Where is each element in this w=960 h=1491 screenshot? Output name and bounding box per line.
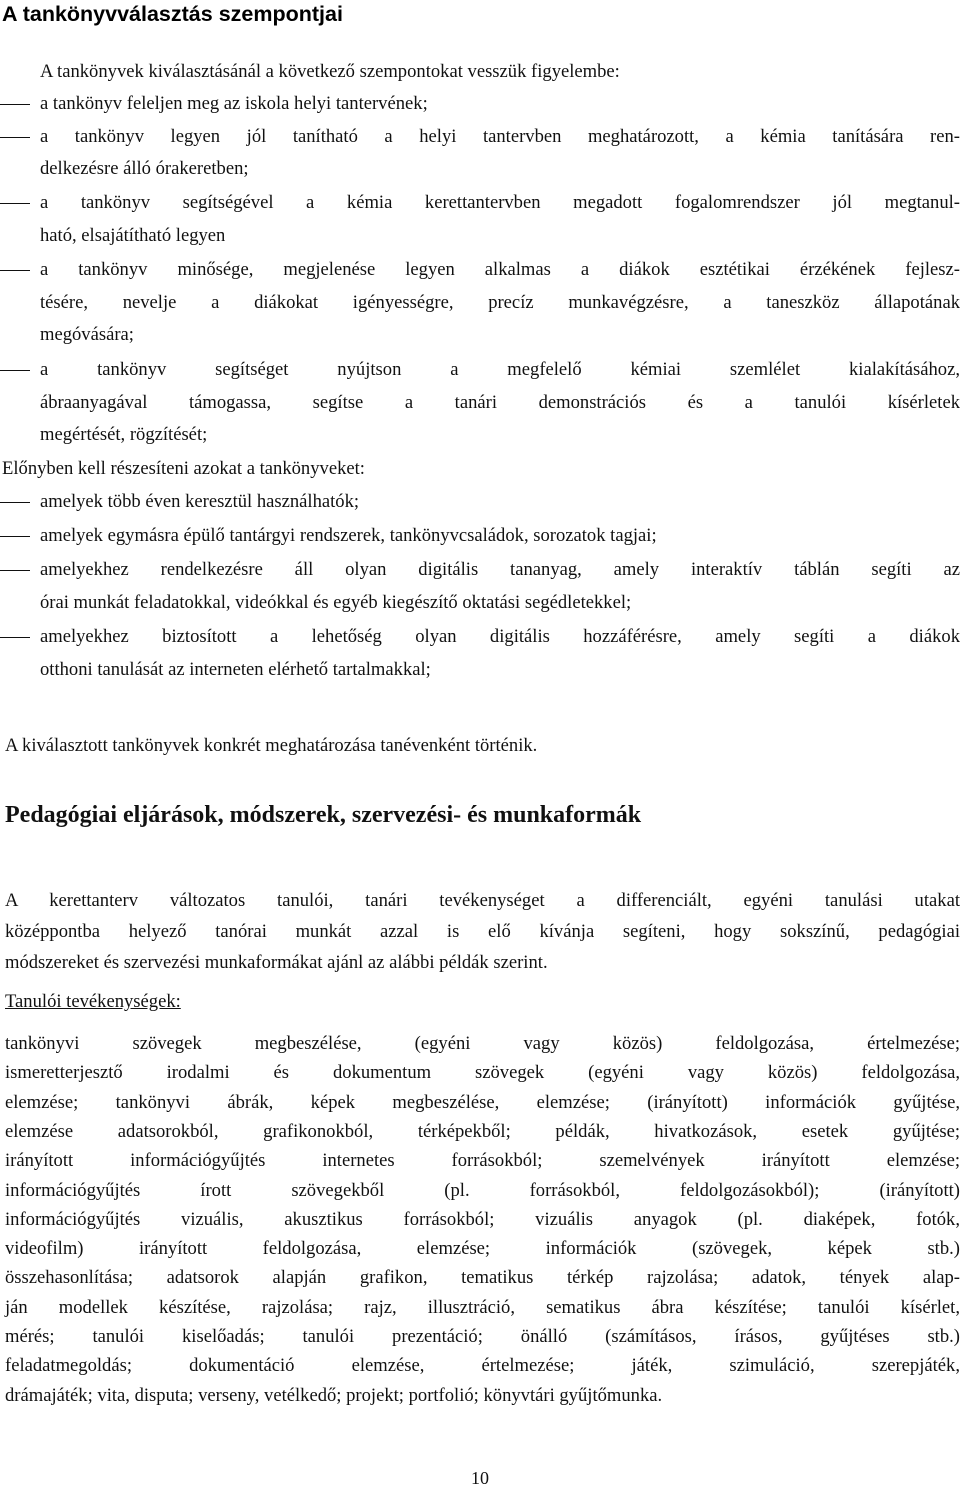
list-item-continuation: megértését, rögzítését; bbox=[40, 424, 208, 445]
paragraph-line: módszereket és szervezési munkaformákat ajánl az alábbi példák szerint. bbox=[5, 952, 548, 973]
list-item-text: a tankönyv segítséget nyújtson a megfelelő kémiai szemlélet kialakításához, bbox=[40, 359, 960, 380]
activities-line: ján modellek készítése, rajzolása; rajz, illusztráció, sematikus ábra készítése; tanulói kísérlet, bbox=[5, 1296, 960, 1318]
list-item-continuation: megóvására; bbox=[40, 324, 134, 345]
paragraph-line: középpontba helyező tanórai munkát azzal is elő kívánja segíteni, hogy sokszínű, pedagógiai bbox=[5, 921, 960, 942]
activities-line: elemzése; tankönyvi ábrák, képek megbeszélése, elemzése; (irányított) információk gyűjtése, bbox=[5, 1091, 960, 1113]
dash-bullet-icon bbox=[0, 637, 30, 638]
dash-bullet-icon bbox=[0, 536, 30, 537]
list-item-continuation: otthoni tanulását az interneten elérhető tartalmakkal; bbox=[40, 659, 431, 680]
list-item-continuation: ható, elsajátítható legyen bbox=[40, 225, 226, 246]
list-item-text: amelyekhez biztosított a lehetőség olyan digitális hozzáférésre, amely segíti a diákok bbox=[40, 626, 960, 647]
activities-line: információgyűjtés írott szövegekből (pl. forrásokból, feldolgozásokból); (irányított) bbox=[5, 1179, 960, 1201]
dash-bullet-icon bbox=[0, 502, 30, 503]
activities-line: mérés; tanulói kiselőadás; tanulói prezentáció; önálló (számításos, írásos, gyűjtéses stb.) bbox=[5, 1326, 960, 1347]
list-item-text: amelyek egymásra épülő tantárgyi rendszerek, tankönyvcsaládok, sorozatok tagjai; bbox=[40, 525, 657, 546]
list-item-text: amelyekhez rendelkezésre áll olyan digitális tananyag, amely interaktív táblán segíti az bbox=[40, 559, 960, 580]
list-item-text: amelyek több éven keresztül használhatók; bbox=[40, 491, 360, 512]
activities-heading: Tanulói tevékenységek: bbox=[5, 991, 181, 1012]
dash-bullet-icon bbox=[0, 203, 30, 204]
dash-bullet-icon bbox=[0, 370, 30, 371]
preference-intro: Előnyben kell részesíteni azokat a tankönyveket: bbox=[2, 458, 365, 479]
activities-line: irányított információgyűjtés internetes forrásokból; szemelvények irányított elemzése; bbox=[5, 1150, 960, 1172]
list-item-continuation: órai munkát feladatokkal, videókkal és egyéb kiegészítő oktatási segédletekkel; bbox=[40, 592, 632, 613]
activities-line: összehasonlítása; adatsorok alapján grafikon, tematikus térkép rajzolása; adatok, tények alap- bbox=[5, 1267, 960, 1289]
list-item-continuation: ábraanyagával támogassa, segítse a tanári demonstrációs és a tanulói kísérletek bbox=[40, 392, 960, 413]
list-item-text: a tankönyv segítségével a kémia kerettantervben megadott fogalomrendszer jól megtanul- bbox=[40, 192, 960, 213]
activities-line: tankönyvi szövegek megbeszélése, (egyéni vagy közös) feldolgozása, értelmezése; bbox=[5, 1033, 960, 1054]
section-title-pedagogical-methods: Pedagógiai eljárások, módszerek, szervezési- és munkaformák bbox=[5, 802, 642, 828]
dash-bullet-icon bbox=[0, 137, 30, 138]
paragraph-line: A kerettanterv változatos tanulói, tanári tevékenységet a differenciált, egyéni tanulási utakat bbox=[5, 890, 960, 911]
activities-line: videofilm) irányított feldolgozása, elemzése; információk (szövegek, képek stb.) bbox=[5, 1238, 960, 1260]
dash-bullet-icon bbox=[0, 270, 30, 271]
dash-bullet-icon bbox=[0, 570, 30, 571]
list-item-text: a tankönyv feleljen meg az iskola helyi tantervének; bbox=[40, 93, 428, 114]
page-number: 10 bbox=[471, 1468, 489, 1488]
activities-line: drámajáték; vita, disputa; verseny, vetélkedő; projekt; portfolió; könyvtári gyűjtőmunka. bbox=[5, 1384, 663, 1406]
list-item-continuation: tésére, nevelje a diákokat igényességre, precíz munkavégzésre, a taneszköz állapotának bbox=[40, 292, 960, 313]
list-item-continuation: delkezésre álló órakeretben; bbox=[40, 158, 249, 179]
closing-text: A kiválasztott tankönyvek konkrét meghatározása tanévenként történik. bbox=[5, 735, 538, 756]
dash-bullet-icon bbox=[0, 104, 30, 105]
list-item-text: a tankönyv legyen jól tanítható a helyi tantervben meghatározott, a kémia tanítására ren- bbox=[40, 126, 960, 147]
activities-line: információgyűjtés vizuális, akusztikus forrásokból; vizuális anyagok (pl. diaképek, fotók, bbox=[5, 1208, 960, 1230]
activities-line: ismeretterjesztő irodalmi és dokumentum szövegek (egyéni vagy közös) feldolgozása, bbox=[5, 1062, 960, 1084]
section-title-textbook-selection: A tankönyvválasztás szempontjai bbox=[2, 2, 343, 26]
list-item-text: a tankönyv minősége, megjelenése legyen alkalmas a diákok esztétikai érzékének fejlesz- bbox=[40, 259, 960, 280]
activities-line: elemzése adatsorokból, grafikonokból, térképekből; példák, hivatkozások, esetek gyűjtése; bbox=[5, 1120, 960, 1142]
intro-text: A tankönyvek kiválasztásánál a következő szempontokat vesszük figyelembe: bbox=[40, 61, 620, 82]
activities-line: feladatmegoldás; dokumentáció elemzése, értelmezése; játék, szimuláció, szerepjáték, bbox=[5, 1355, 960, 1377]
